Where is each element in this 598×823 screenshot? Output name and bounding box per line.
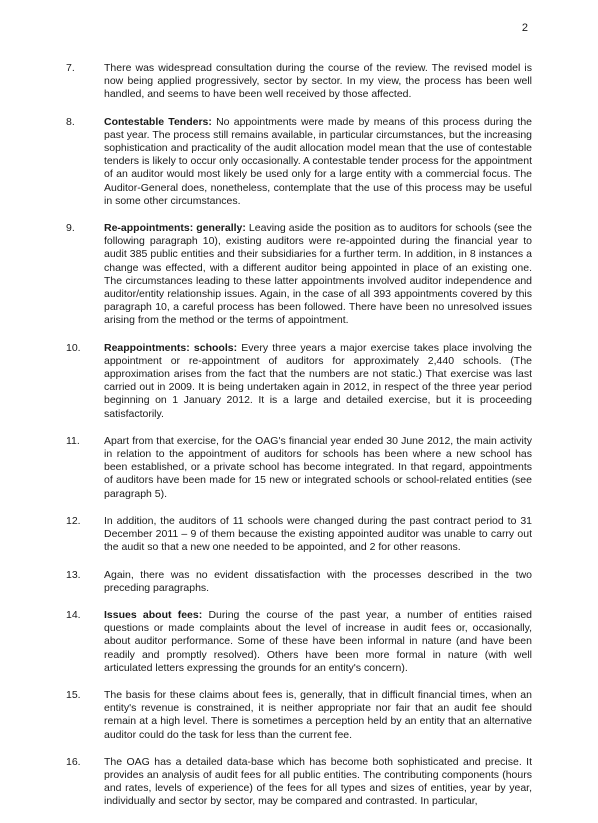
paragraph-number: 14. <box>66 608 81 621</box>
paragraph-heading: Re-appointments: generally: <box>104 222 246 235</box>
paragraph-number: 10. <box>66 341 81 354</box>
paragraph-12 <box>66 515 532 555</box>
paragraph-number: 11. <box>66 434 80 447</box>
paragraph-heading: Issues about fees: <box>104 608 203 621</box>
paragraph-14 <box>66 609 532 675</box>
paragraph-number: 13. <box>66 568 81 581</box>
paragraph-7 <box>66 62 532 102</box>
paragraph-text: There was widespread consultation during the course of the review. The revised model is now being applied progressively, sector by sector. In my view, the process has been well handled, and seems to have been well received by those affected. <box>104 62 532 101</box>
paragraph-heading: Contestable Tenders: <box>104 115 212 128</box>
paragraph-text: Again, there was no evident dissatisfaction with the processes described in the two preceding paragraphs. <box>104 568 532 594</box>
paragraph-9 <box>66 222 532 328</box>
paragraph-text: During the course of the past year, a number of entities raised questions or made complaints about the level of increase in audit fees or, occasionally, about auditor performance. Some of these have been informal in nature (and have been readily and promptly resolved). Others have been more formal in nature (with well articulated letters expressing the grounds for an entity's concern). <box>104 608 532 674</box>
paragraph-11 <box>66 435 532 501</box>
paragraph-16 <box>66 756 532 809</box>
paragraph-number: 15. <box>66 688 81 701</box>
paragraph-8 <box>66 116 532 208</box>
paragraph-number: 8. <box>66 115 75 128</box>
paragraph-number: 16. <box>66 755 81 768</box>
paragraph-text: The basis for these claims about fees is, generally, that in difficult financial times, when an entity's revenue is constrained, it is neither appropriate nor fair that an audit fee should remain at a high level. There is sometimes a perception held by an entity that an alternative auditor could do the task for less than the current fee. <box>104 688 532 741</box>
paragraph-13 <box>66 569 532 595</box>
paragraph-15 <box>66 689 532 742</box>
paragraph-number: 9. <box>66 222 75 235</box>
paragraph-text: The OAG has a detailed data-base which has become both sophisticated and precise. It provides an analysis of audit fees for all public entities. The contributing components (hours and rates, levels of experience) of the fees for all types and sizes of entities, year by year, individually and sector by sector, may be compared and contrasted. In particular, <box>104 755 532 808</box>
paragraph-number: 12. <box>66 514 81 527</box>
paragraph-text: In addition, the auditors of 11 schools were changed during the past contract period to 31 December 2011 – 9 of them because the existing appointed auditor was unable to carry out the audit so that a new one needed to be appointed, and 2 for other reasons. <box>104 514 532 554</box>
paragraph-heading: Reappointments: schools: <box>104 341 238 354</box>
paragraph-text: Every three years a major exercise takes place involving the appointment or re-appointment of auditors for approximately 2,440 schools. (The approximation arises from the fact that the numbers are not static.) That exercise was last carried out in 2009. It is being undertaken again in 2012, in respect of the three year period beginning on 1 January 2012. It is a large and detailed exercise, but it is proceeding satisfactorily. <box>104 341 532 420</box>
paragraph-text: No appointments were made by means of this process during the past year. The process still remains available, in particular circumstances, but the increasing sophistication and practicality of the audit allocation model mean that the use of contestable tenders is likely to occur only occasionally. A contestable tender process for the appointment of an auditor would most likely be used only for a large entity with a commercial focus. The Auditor-General does, nonetheless, contemplate that the use of this process may be useful in some other circumstances. <box>104 115 532 207</box>
paragraph-text: Leaving aside the position as to auditors for schools (see the following paragraph 10), existing auditors were re-appointed during the financial year to audit 385 public entities and their subsidiaries for a further term. In addition, in 8 instances a change was effected, with a different auditor being appointed in place of an existing one. The circumstances leading to these latter appointments involved auditor independence and auditor/entity relationship issues. Again, in the case of all 393 appointments covered by this paragraph 10, a careful process has been followed. There have been no unresolved issues arising from the method or the terms of appointment. <box>104 222 532 327</box>
document-body <box>66 62 532 823</box>
paragraph-text: Apart from that exercise, for the OAG's financial year ended 30 June 2012, the main activity in relation to the appointment of auditors for schools has been where a new school has been established, or a private school has become integrated. In that regard, appointments of auditors have been made for 15 new or integrated schools or school-related entities (see paragraph 5). <box>104 434 532 500</box>
paragraph-number: 7. <box>66 62 75 74</box>
paragraph-10 <box>66 342 532 421</box>
page-number: 2 <box>521 22 528 34</box>
